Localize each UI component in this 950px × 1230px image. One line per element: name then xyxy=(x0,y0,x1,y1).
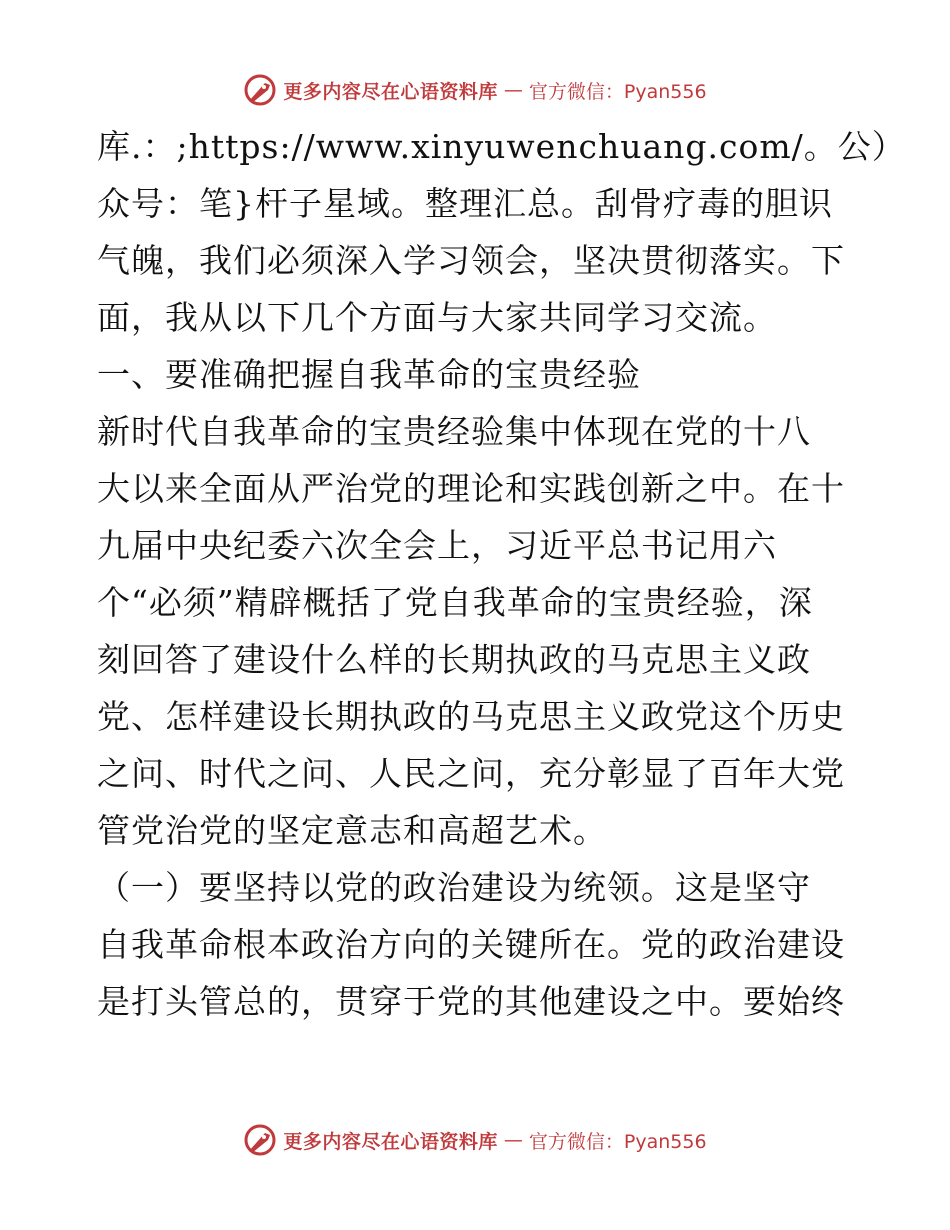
banner-title: 更多内容尽在心语资料库 xyxy=(283,1130,498,1153)
banner-wechat: 官方微信：Pyan556 xyxy=(528,1130,707,1153)
banner-separator: — xyxy=(503,79,523,101)
pen-logo-icon xyxy=(243,1123,277,1157)
banner-title: 更多内容尽在心语资料库 xyxy=(283,80,498,103)
section-heading: 一、要准确把握自我革命的宝贵经验 xyxy=(97,355,641,394)
text-line: 党、怎样建设长期执政的马克思主义政党这个历史 xyxy=(97,697,845,736)
text-line: 九届中央纪委六次全会上，习近平总书记用六 xyxy=(97,526,777,565)
document-body xyxy=(97,124,906,1036)
subsection-line: （一）要坚持以党的政治建设为统领。这是坚守 xyxy=(97,868,811,907)
text-line: 自我革命根本政治方向的关键所在。党的政治建设 xyxy=(97,925,845,964)
banner-wechat: 官方微信：Pyan556 xyxy=(528,80,707,103)
banner-separator: — xyxy=(503,1129,523,1151)
text-line: 气魄，我们必须深入学习领会，坚决贯彻落实。下 xyxy=(97,241,845,280)
text-line: 大以来全面从严治党的理论和实践创新之中。在十 xyxy=(97,469,845,508)
text-line: 管党治党的坚定意志和高超艺术。 xyxy=(97,811,607,850)
text-line: 刻回答了建设什么样的长期执政的马克思主义政 xyxy=(97,640,811,679)
text-line: 之问、时代之问、人民之问，充分彰显了百年大党 xyxy=(97,754,845,793)
text-line: 新时代自我革命的宝贵经验集中体现在党的十八 xyxy=(97,412,811,451)
text-line: 库.：;https://www.xinyuwenchuang.com/。公） xyxy=(97,127,906,166)
footer-watermark-banner xyxy=(0,1120,950,1160)
pen-logo-icon xyxy=(243,73,277,107)
header-watermark-banner xyxy=(0,70,950,110)
text-line: 是打头管总的，贯穿于党的其他建设之中。要始终 xyxy=(97,982,845,1021)
text-line: 众号：笔}杆子星域。整理汇总。刮骨疗毒的胆识 xyxy=(97,184,833,223)
text-line: 个“必须”精辟概括了党自我革命的宝贵经验，深 xyxy=(97,583,813,622)
text-line: 面，我从以下几个方面与大家共同学习交流。 xyxy=(97,298,777,337)
